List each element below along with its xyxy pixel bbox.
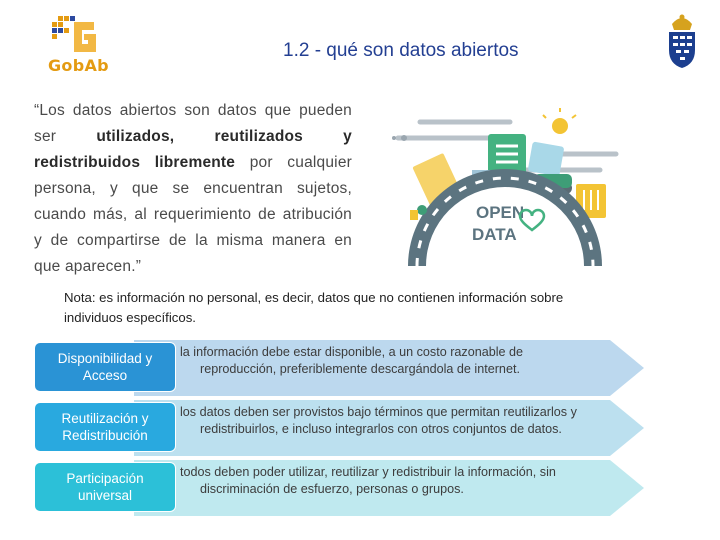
data-text: DATA — [472, 225, 517, 244]
row-line-1: todos deben poder utilizar, reutilizar y redistribuir la información, sin — [180, 465, 556, 479]
definition-quote — [34, 98, 352, 280]
row-description — [180, 344, 630, 378]
canarias-crest-icon — [664, 12, 700, 70]
quote-open: “Los datos abiertos son datos que pueden ser — [34, 102, 352, 145]
principle-row-participation — [34, 460, 644, 516]
row-description — [180, 404, 630, 438]
row-line-2: discriminación de esfuerzo, personas o grupos. — [200, 482, 464, 496]
row-line-1: los datos deben ser provistos bajo términos que permitan reutilizarlos y — [180, 405, 577, 419]
note-text: Nota: es información no personal, es decir, datos que no contienen información sobre individuos específicos. — [64, 290, 564, 325]
row-label: Reutilización y Redistribución — [34, 402, 176, 452]
row-label: Participación universal — [34, 462, 176, 512]
row-line-2: reproducción, preferiblemente descargándola de internet. — [200, 362, 520, 376]
page-title: 1.2 - qué son datos abiertos — [283, 40, 519, 61]
open-text: OPEN — [476, 203, 525, 222]
logo-text: GobAb — [48, 56, 109, 75]
row-line-2: redistribuirlos, e incluso integrarlos con otros conjuntos de datos. — [200, 422, 562, 436]
principle-row-availability — [34, 340, 644, 396]
open-data-illustration — [380, 106, 630, 266]
row-label: Disponibilidad y Acceso — [34, 342, 176, 392]
quote-bold: utilizados, reutilizados y redistribuidos libremente — [34, 128, 352, 171]
row-line-1: la información debe estar disponible, a un costo razonable de — [180, 345, 524, 359]
quote-close: por cualquier persona, y que se encuentran sujetos, cuando más, al requerimiento de atribución y de compartirse de la misma manera en que aparecen.” — [34, 154, 352, 275]
principle-row-reuse — [34, 400, 644, 456]
row-description — [180, 464, 630, 498]
